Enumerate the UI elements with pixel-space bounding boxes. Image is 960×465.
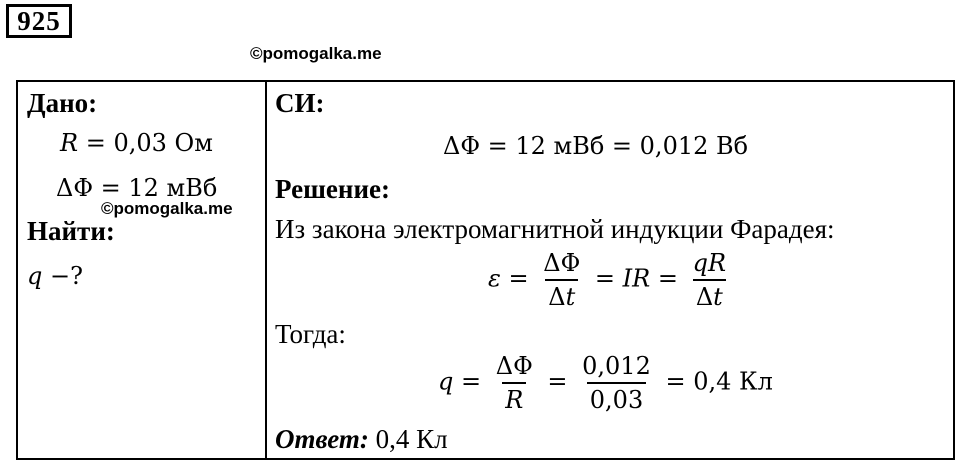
emf-symbol: ε — [488, 264, 501, 293]
find-heading: Найти: — [27, 216, 115, 246]
given-value-r: = 0,03 Ом — [78, 129, 213, 157]
fraction-denominator: R — [502, 382, 526, 414]
find-var-q: q — [27, 262, 43, 290]
fraction-denominator: 0,03 — [587, 382, 646, 414]
charge-symbol: q — [438, 367, 454, 396]
column-divider — [265, 82, 267, 458]
answer-label: Ответ: — [275, 424, 369, 454]
given-heading: Дано: — [27, 88, 98, 118]
problem-number: 925 — [6, 4, 72, 38]
equals-sign: = — [587, 264, 623, 293]
watermark-middle: ©pomogalka.me — [101, 199, 233, 218]
formula-faraday — [488, 249, 733, 311]
solution-intro: Из закона электромагнитной индукции Фарадея: — [275, 214, 835, 244]
solution-heading: Решение: — [275, 174, 390, 204]
time-var: t — [565, 283, 576, 311]
find-line — [27, 262, 83, 290]
si-conversion: ΔΦ = 12 мВб = 0,012 Вб — [443, 132, 749, 160]
given-line-resistance — [60, 129, 213, 157]
si-heading: СИ: — [275, 88, 325, 118]
fraction-flux-over-time — [540, 249, 583, 311]
fraction-numerator: ΔΦ — [495, 352, 533, 380]
equals-sign: = — [650, 264, 686, 293]
then-label: Тогда: — [275, 319, 346, 349]
fraction-denominator — [545, 279, 578, 311]
fraction-numeric — [579, 352, 654, 414]
watermark-top: ©pomogalka.me — [250, 44, 382, 63]
find-question: −? — [42, 262, 83, 290]
fraction-flux-over-r — [493, 352, 536, 414]
answer-value: 0,4 Кл — [368, 424, 448, 454]
charge-result: = 0,4 Кл — [657, 367, 773, 396]
ir-term: IR — [622, 264, 651, 293]
fraction-numerator: qR — [692, 249, 727, 277]
fraction-qr-over-time — [690, 249, 729, 311]
answer-line — [275, 424, 448, 455]
fraction-numerator: ΔΦ — [543, 249, 581, 277]
equals-sign: = — [453, 367, 489, 396]
given-var-r: R — [60, 129, 79, 157]
given-line-flux — [56, 174, 217, 202]
given-value-flux: = 12 мВб — [93, 174, 218, 202]
formula-charge — [438, 352, 773, 414]
time-var: t — [713, 283, 723, 311]
fraction-numerator: 0,012 — [582, 352, 651, 380]
fraction-denominator — [693, 279, 726, 311]
delta-symbol: Δ — [548, 283, 566, 311]
solution-table — [16, 80, 955, 460]
equals-sign: = — [500, 264, 537, 293]
equals-sign: = — [539, 367, 576, 396]
given-var-flux: ΔΦ — [56, 174, 94, 202]
delta-symbol: Δ — [695, 283, 714, 311]
